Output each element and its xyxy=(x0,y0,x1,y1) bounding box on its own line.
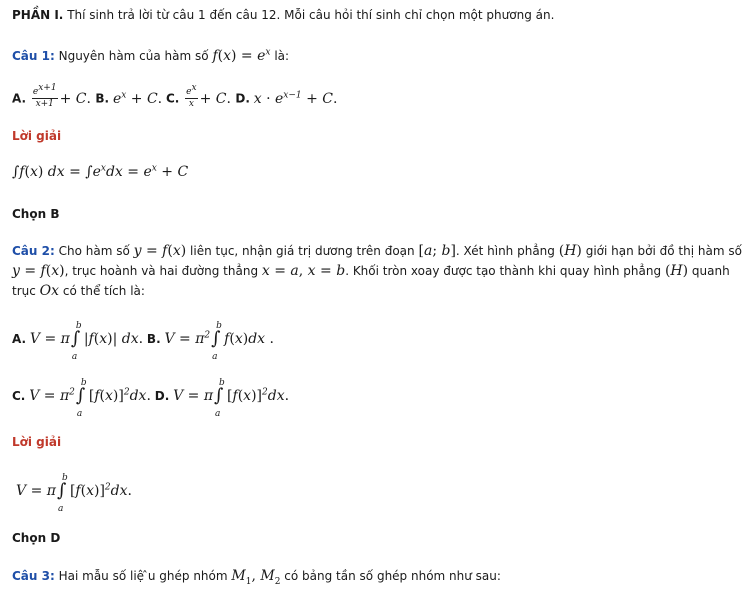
question-1-suffix: là: xyxy=(274,49,290,63)
question-1-text: Nguyên hàm của hàm số xyxy=(58,49,209,63)
question-2-text-4: giới hạn bởi đồ thị hàm số xyxy=(585,244,742,258)
option-d-label: D. xyxy=(235,91,250,106)
question-2-options-ab xyxy=(12,321,274,362)
option-d-label: D. xyxy=(154,389,170,403)
section-header xyxy=(12,6,554,24)
question-2-line-2 xyxy=(12,262,730,280)
question-2-axis: Ox xyxy=(39,283,60,299)
question-3 xyxy=(12,567,501,585)
option-b-formula: $V = \pi^2$ ∫ b a f(x)dx . xyxy=(164,321,274,362)
solution-2-formula: V = π ∫ b a $[f(x)]^2dx$. xyxy=(16,473,132,514)
option-a-label: A. xyxy=(12,91,27,106)
option-b-label: B. xyxy=(95,91,110,106)
question-2-lines: x = a, x = b xyxy=(261,263,346,279)
solution-2-heading: Lời giải xyxy=(12,435,62,449)
question-2-label: Câu 2: xyxy=(12,244,55,258)
question-3-text-2: có bảng tần số ghép nhóm như sau: xyxy=(284,569,501,583)
option-c-label: C. xyxy=(12,389,26,403)
question-2-region: (H) xyxy=(558,243,582,259)
question-2-text-7: quanh xyxy=(691,264,730,278)
question-2-function-2: y = f(x) xyxy=(12,263,65,279)
solution-1-formula: ∫f(x) dx = $\int e^xdx = e^x + C$ xyxy=(12,163,189,180)
question-2-text-6: . Khối tròn xoay được tạo thành khi quay hình phẳng xyxy=(345,264,662,278)
option-b-label: B. xyxy=(146,332,161,346)
question-2-text-1: Cho hàm số xyxy=(58,244,130,258)
question-1-options xyxy=(12,83,338,110)
option-b-formula: $e^x + C$. xyxy=(112,89,163,107)
question-2-line-3 xyxy=(12,282,145,300)
question-3-text-1: Hai mẫu số liệ ̂u ghép nhóm xyxy=(58,569,228,583)
question-2-text-9: có thể tích là: xyxy=(62,284,145,298)
question-2-line-1 xyxy=(12,242,742,260)
question-2-function: y = f(x) xyxy=(133,243,187,259)
solution-1-heading: Lời giải xyxy=(12,129,62,143)
question-2-text-2: liên tục, nhận giá trị dương trên đoạn xyxy=(190,244,415,258)
question-3-samples: $M_1$, $M_2$ xyxy=(231,568,281,587)
question-2-text-5: , trục hoành và hai đường thẳng xyxy=(64,264,259,278)
question-1 xyxy=(12,47,289,65)
option-d-formula: V = π ∫ b a $[f(x)]^2dx$. xyxy=(173,378,290,419)
option-c-formula: $\frac{e^x}{x}$ + C. xyxy=(186,83,231,109)
question-1-function: $f(x) = e^x$ xyxy=(212,47,271,64)
option-d-formula: $x \cdot e^{x-1} + C$. xyxy=(253,89,338,107)
answer-2: Chọn D xyxy=(12,531,61,545)
question-2-text-3: . Xét hình phẳng xyxy=(455,244,555,258)
part-label: PHẦN I. xyxy=(12,8,64,22)
question-2-interval: [a; b] xyxy=(418,243,456,259)
option-c-formula: $V = \pi^2$ ∫ b a $[f(x)]^2dx$. xyxy=(29,378,151,419)
question-3-label: Câu 3: xyxy=(12,569,55,583)
question-2-region-2: (H) xyxy=(664,263,689,279)
answer-1: Chọn B xyxy=(12,207,60,221)
question-2-text-8: trục xyxy=(12,284,36,298)
question-1-label: Câu 1: xyxy=(12,49,55,63)
option-c-label: C. xyxy=(165,91,180,106)
option-a-formula: V = π ∫ b a |f(x)| dx. xyxy=(29,321,144,362)
question-2-options-cd xyxy=(12,378,290,419)
option-a-label: A. xyxy=(12,332,27,346)
option-a-formula: $\frac{e^{x+1}}{x+1}$ + C. xyxy=(32,83,91,109)
instruction-text: Thí sinh trả lời từ câu 1 đến câu 12. Mỗi câu hỏi thí sinh chỉ chọn một phương án. xyxy=(67,8,555,22)
